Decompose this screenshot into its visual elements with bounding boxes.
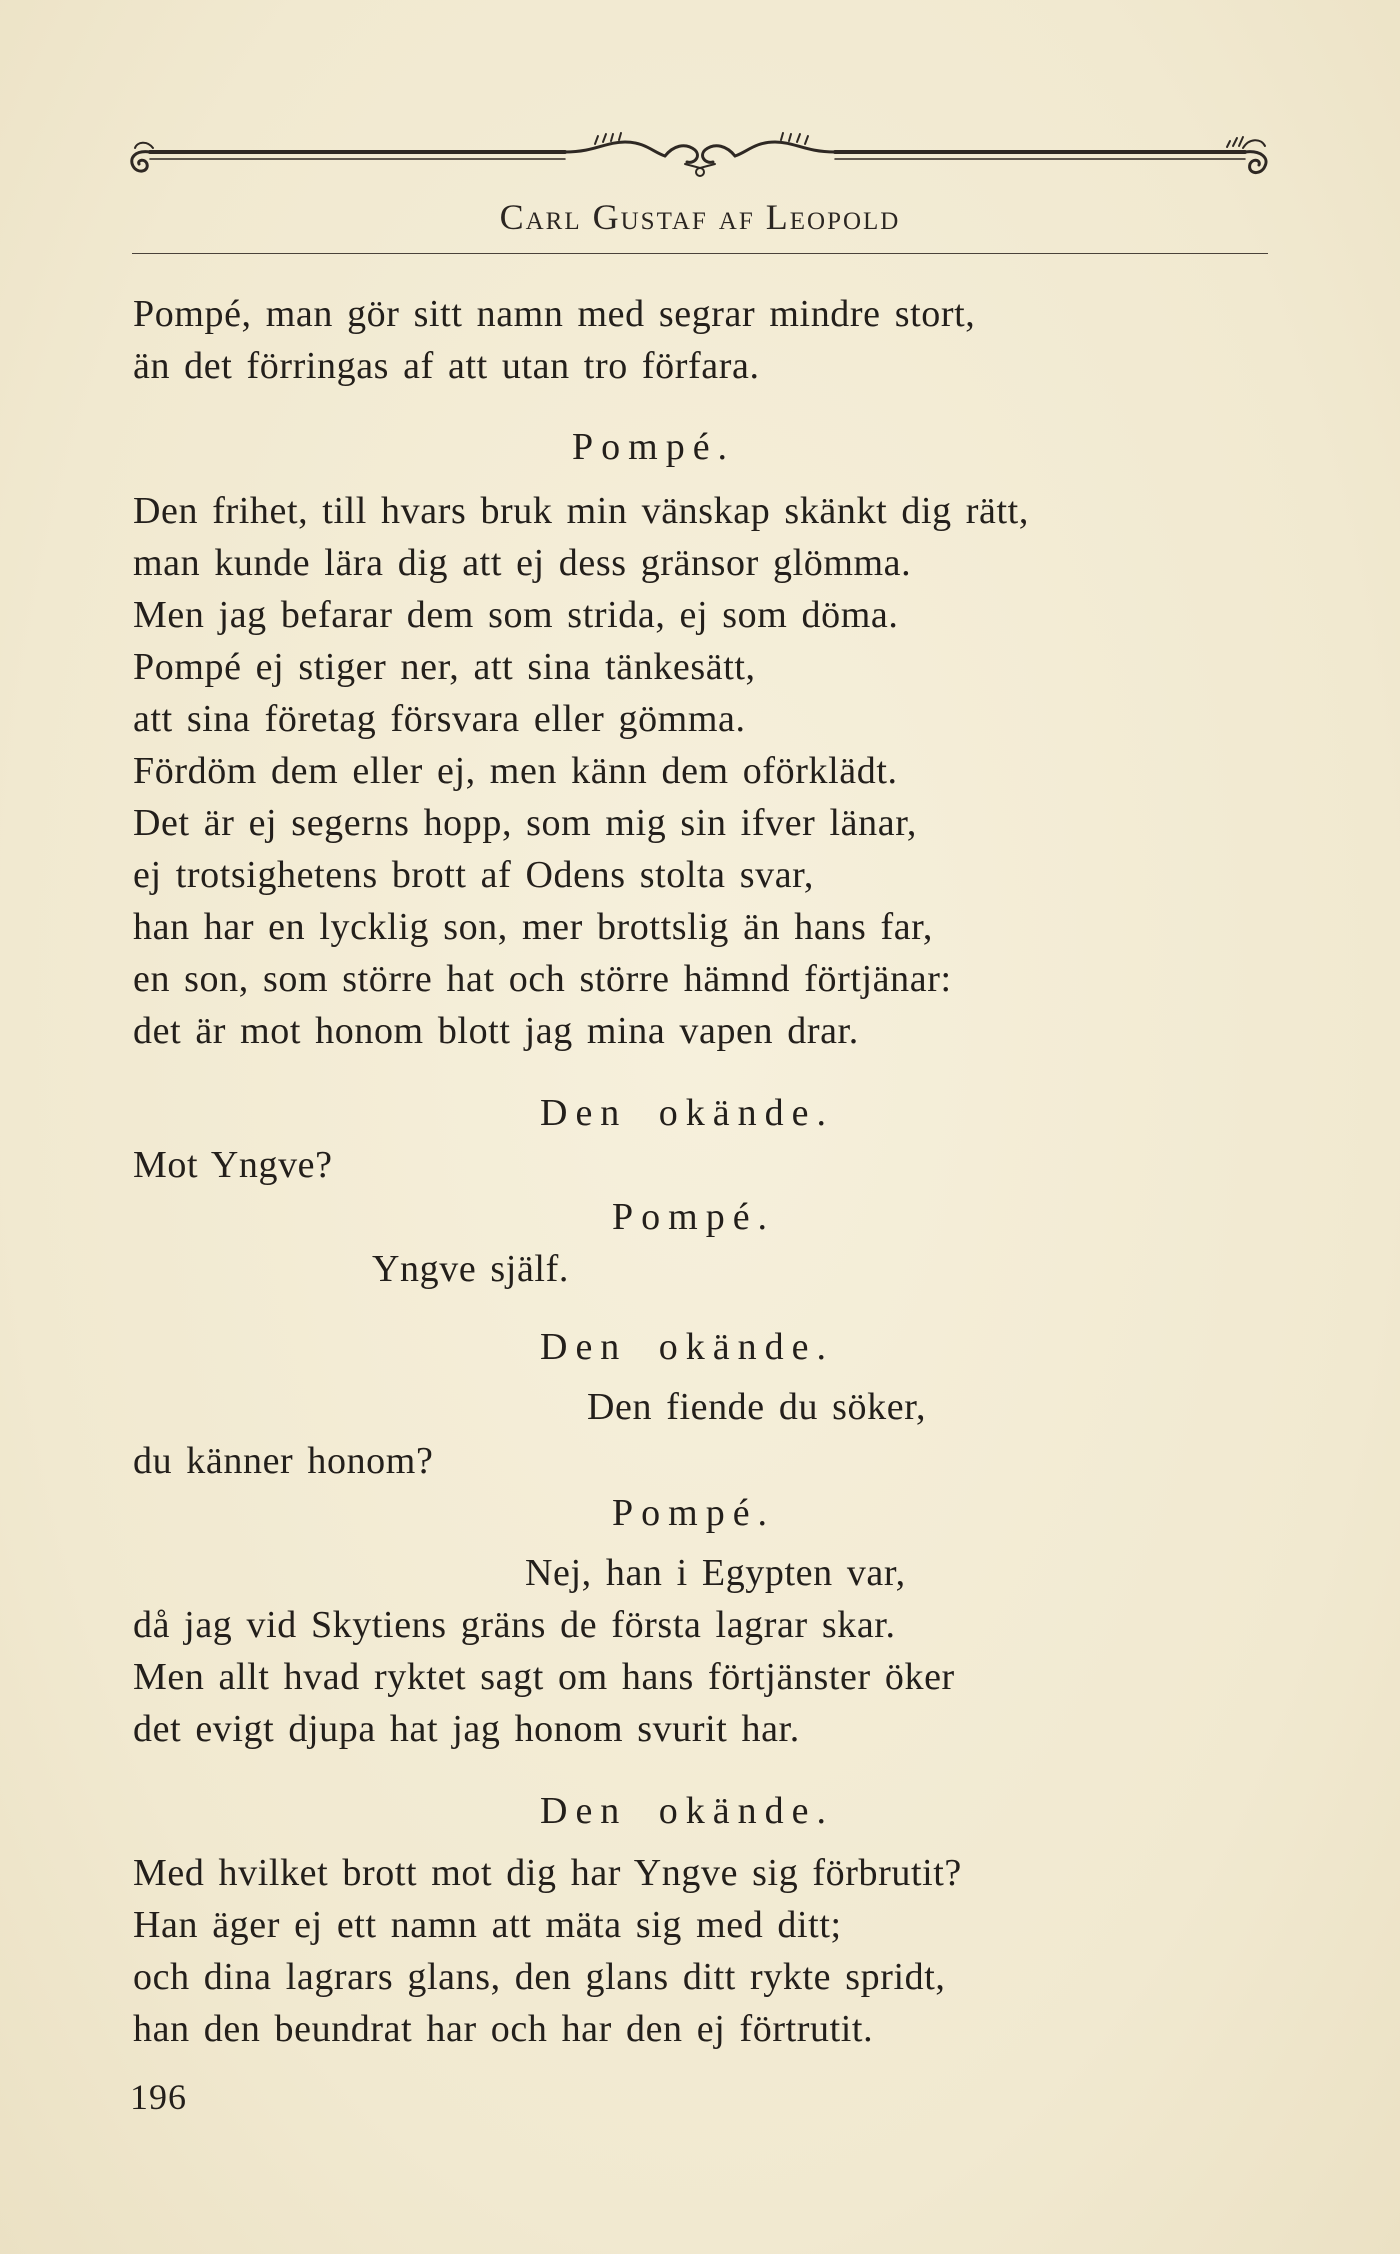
header-divider [132, 253, 1268, 254]
speaker-name: Den okände. [540, 1790, 835, 1832]
verse-line: Det är ej segerns hopp, som mig sin ifver länar, [133, 802, 918, 844]
verse-line: det evigt djupa hat jag honom svurit har. [133, 1708, 800, 1750]
verse-line: Den fiende du söker, [587, 1386, 927, 1428]
verse-line: då jag vid Skytiens gräns de första lagrar skar. [133, 1604, 896, 1646]
verse-line: Pompé ej stiger ner, att sina tänkesätt, [133, 646, 756, 688]
verse-line: och dina lagrars glans, den glans ditt rykte spridt, [133, 1956, 946, 1998]
verse-line: Han äger ej ett namn att mäta sig med ditt; [133, 1904, 842, 1946]
verse-line: att sina företag försvara eller gömma. [133, 698, 746, 740]
verse-line: Pompé, man gör sitt namn med segrar mindre stort, [133, 293, 976, 335]
speaker-name: Pompé. [612, 1196, 776, 1238]
verse-line: Mot Yngve? [133, 1144, 333, 1186]
verse-line: Men allt hvad ryktet sagt om hans förtjänster öker [133, 1656, 955, 1698]
running-head-author: Carl Gustaf af Leopold [499, 197, 901, 237]
verse-line: Med hvilket brott mot dig har Yngve sig förbrutit? [133, 1852, 962, 1894]
verse-line: han den beundrat har och har den ej förtrutit. [133, 2008, 874, 2050]
speaker-name: Den okände. [540, 1326, 835, 1368]
verse-line: en son, som större hat och större hämnd förtjänar: [133, 958, 952, 1000]
verse-line: Fördöm dem eller ej, men känn dem oförklädt. [133, 750, 898, 792]
verse-line: Den frihet, till hvars bruk min vänskap skänkt dig rätt, [133, 490, 1029, 532]
header-ornament-icon [125, 128, 1275, 188]
page-number: 196 [130, 2077, 187, 2117]
speaker-name: Pompé. [572, 426, 736, 468]
verse-line: Men jag befarar dem som strida, ej som döma. [133, 594, 899, 636]
verse-line: ej trotsighetens brott af Odens stolta svar, [133, 854, 815, 896]
verse-line: än det förringas af att utan tro förfara. [133, 345, 760, 387]
verse-line: man kunde lära dig att ej dess gränsor glömma. [133, 542, 912, 584]
verse-line: det är mot honom blott jag mina vapen drar. [133, 1010, 859, 1052]
verse-line: Yngve själf. [372, 1248, 569, 1290]
speaker-name: Den okände. [540, 1092, 835, 1134]
speaker-name: Pompé. [612, 1492, 776, 1534]
verse-line: han har en lycklig son, mer brottslig än hans far, [133, 906, 934, 948]
verse-line: du känner honom? [133, 1440, 434, 1482]
verse-line: Nej, han i Egypten var, [525, 1552, 906, 1594]
